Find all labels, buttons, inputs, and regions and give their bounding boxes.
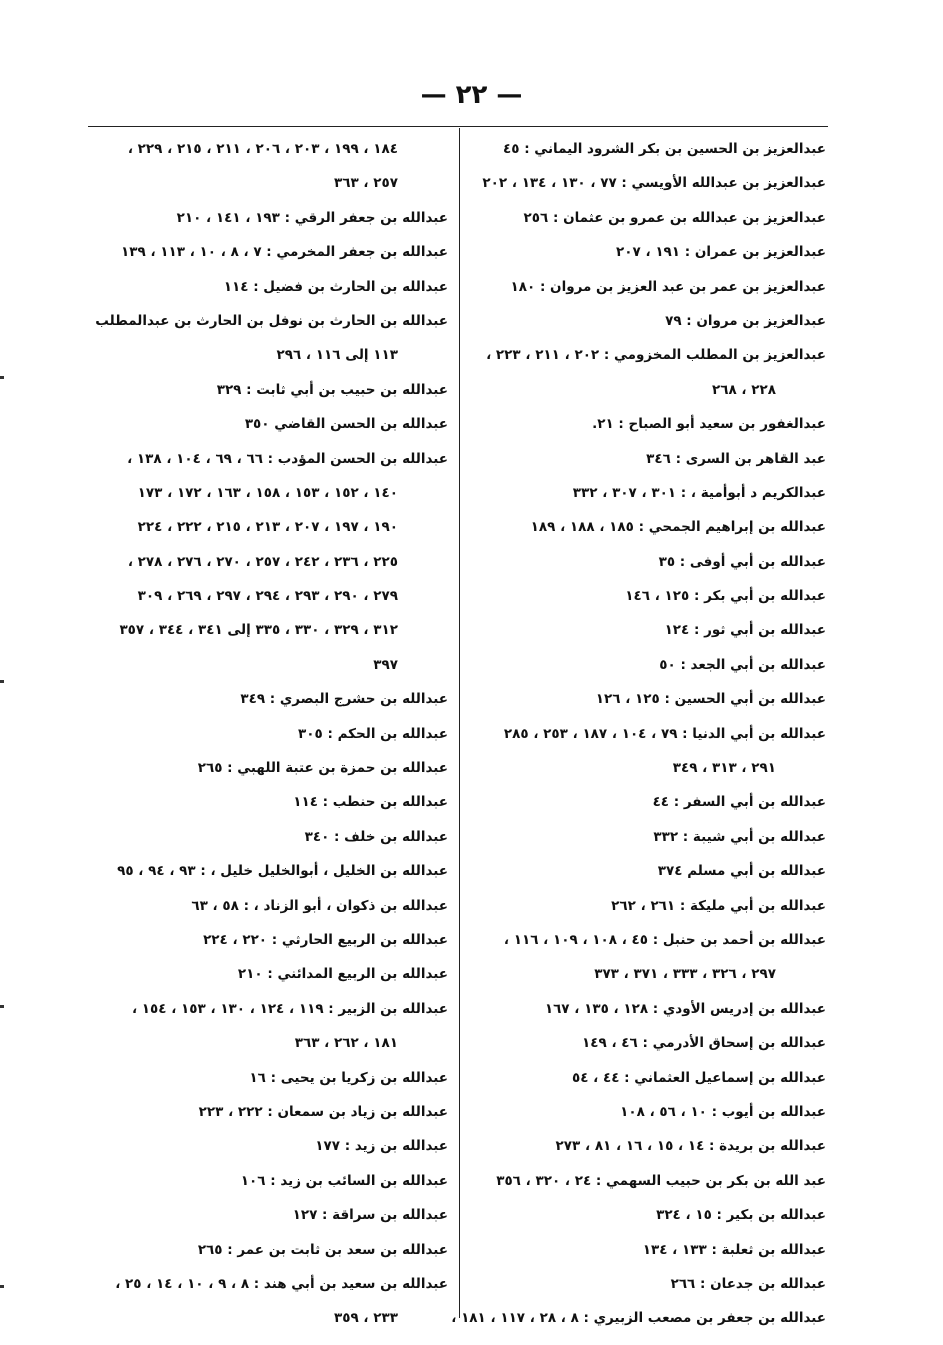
index-entry-continuation: ٢٩٧ ، ٣٢٦ ، ٣٣٣ ، ٣٧١ ، ٣٧٣ <box>594 966 776 983</box>
index-entry: عبدالله بن أحمد بن حنبل : ٤٥ ، ١٠٨ ، ١٠٩ ، ١١٦ ، <box>503 931 826 948</box>
index-column-right <box>451 132 826 1336</box>
index-entry: عبدالله بن بكير : ١٥ ، ٣٢٤ <box>656 1207 826 1224</box>
index-entry: عبدالعزيز بن مروان : ٧٩ <box>665 312 826 329</box>
index-entry: عبدالله بن جدعان : ٢٦٦ <box>670 1275 826 1292</box>
index-entry: عبدالله بن سعيد بن أبي هند : ٨ ، ٩ ، ١٠ ، ١٤ ، ٢٥ ، <box>115 1275 448 1292</box>
index-entry: عبدالله بن حبيب بن أبي ثابت : ٣٢٩ <box>216 381 448 398</box>
index-entry: عبدالله بن زياد بن سمعان : ٢٢٢ ، ٢٢٣ <box>198 1103 448 1120</box>
index-entry: عبدالله بن أبي السفر : ٤٤ <box>652 794 826 811</box>
index-entry-continuation: ٢٩١ ، ٣١٣ ، ٣٤٩ <box>672 760 776 777</box>
column-divider <box>459 128 460 1318</box>
index-entry-continuation: ١٤٠ ، ١٥٢ ، ١٥٣ ، ١٥٨ ، ١٦٣ ، ١٧٢ ، ١٧٣ <box>137 484 398 501</box>
index-entry: عبدالعزيز بن عبدالله بن عمرو بن عثمان : ٢٥٦ <box>523 209 826 226</box>
index-entry: عبدالغفور بن سعيد أبو الصباح : ٢١. <box>592 416 826 433</box>
scan-edge-mark <box>0 1005 4 1008</box>
index-entry: عبدالله بن حمزة بن عتبة اللهبي : ٢٦٥ <box>197 760 448 777</box>
index-entry: عبدالله بن سراقة : ١٢٧ <box>292 1207 448 1224</box>
index-entry-continuation: ١٨١ ، ٢٦٢ ، ٣٦٣ <box>294 1035 398 1052</box>
index-entry: عبدالله بن إبراهيم الجمحي : ١٨٥ ، ١٨٨ ، ١٨٩ <box>530 519 826 536</box>
page-number: — ٢٢ — <box>420 80 523 110</box>
index-entry: عبدالعزيز بن الحسين بن بكر الشرود اليماني : ٤٥ <box>503 141 826 157</box>
index-entry: عبد القاهر بن السرى : ٣٤٦ <box>646 450 826 467</box>
index-entry: عبدالله بن أبي الدنيا : ٧٩ ، ١٠٤ ، ١٨٧ ، ٢٥٣ ، ٢٨٥ <box>503 725 826 742</box>
index-entry-continuation: ٢٣٣ ، ٣٥٩ <box>334 1310 398 1327</box>
index-entry: عبدالله بن الزبير : ١١٩ ، ١٢٤ ، ١٣٠ ، ١٥٣ ، ١٥٤ ، <box>131 1000 448 1017</box>
index-entry-continuation: ١٩٠ ، ١٩٧ ، ٢٠٧ ، ٢١٣ ، ٢١٥ ، ٢٢٢ ، ٢٢٤ <box>137 519 398 536</box>
scan-edge-mark <box>0 1285 4 1288</box>
index-entry: عبدالله بن زكريا بن يحيى : ١٦ <box>249 1069 448 1086</box>
index-entry: عبدالله بن الحسن المؤدب : ٦٦ ، ٦٩ ، ١٠٤ ، ١٣٨ ، <box>127 450 448 467</box>
index-entry: عبدالله بن أبي ثور : ١٢٤ <box>664 622 826 639</box>
index-entry: عبدالله بن حشرج البصري : ٣٤٩ <box>240 691 448 708</box>
index-entry: عبدالعزيز بن المطلب المخزومي : ٢٠٢ ، ٢١١ ، ٢٢٣ ، <box>486 347 826 364</box>
index-entry: عبدالله بن إدريس الأودي : ١٢٨ ، ١٣٥ ، ١٦٧ <box>544 1000 826 1017</box>
index-entry-continuation: ١٨٤ ، ١٩٩ ، ٢٠٣ ، ٢٠٦ ، ٢١١ ، ٢١٥ ، ٢٢٩ ، <box>127 141 398 157</box>
index-entry: عبدالعزيز بن عمران : ١٩١ ، ٢٠٧ <box>616 244 826 261</box>
index-entry: عبدالله بن ذكوان ، أبو الزناد ، : ٥٨ ، ٦٣ <box>191 897 448 914</box>
scan-edge-mark <box>0 376 4 379</box>
index-entry: عبدالله بن أبي مسلم ٣٧٤ <box>657 863 826 880</box>
index-entry: عبدالله بن الخليل ، أبوالخليل خليل ، : ٩٣ ، ٩٤ ، ٩٥ <box>117 863 448 880</box>
index-entry: عبدالله بن جعفر المخرمي : ٧ ، ٨ ، ١٠ ، ١١٣ ، ١٣٩ <box>121 244 448 261</box>
index-entry: عبدالله بن السائب بن زيد : ١٠٦ <box>240 1172 448 1189</box>
index-entry: عبدالله بن أبي الجعد : ٥٠ <box>659 656 826 673</box>
index-entry-continuation: ٢٢٥ ، ٢٣٦ ، ٢٤٢ ، ٢٥٧ ، ٢٧٠ ، ٢٧٦ ، ٢٧٨ ، <box>127 553 398 570</box>
index-entry: عبدالله بن حنطب : ١١٤ <box>293 794 448 811</box>
index-entry: عبدالعزيز بن عبدالله الأويسي : ٧٧ ، ١٣٠ ، ١٣٤ ، ٢٠٢ <box>482 175 826 192</box>
index-entry: عبدالله بن أبي مليكة : ٢٦١ ، ٢٦٢ <box>611 897 826 914</box>
index-entry: عبدالله بن أبي الحسين : ١٢٥ ، ١٢٦ <box>595 691 826 708</box>
index-entry: عبدالله بن الحسن القاضي ٣٥٠ <box>244 416 448 433</box>
header-rule <box>88 126 828 127</box>
index-entry: عبدالله بن أبي بكر : ١٢٥ ، ١٤٦ <box>625 588 826 605</box>
index-entry: عبدالله بن إسماعيل العثماني : ٤٤ ، ٥٤ <box>571 1069 826 1086</box>
scan-edge-mark <box>0 680 4 683</box>
index-entry: عبدالله بن إسحاق الأدرمي : ٤٦ ، ١٤٩ <box>582 1035 826 1052</box>
index-entry: عبدالله بن الحارث بن نوفل بن الحارث بن عبدالمطلب <box>95 312 448 329</box>
index-column-left <box>90 132 448 1336</box>
index-entry: عبدالله بن جعفر الرقي : ١٩٣ ، ١٤١ ، ٢١٠ <box>176 209 448 226</box>
index-entry-continuation: ٣١٢ ، ٣٢٩ ، ٣٣٠ ، ٣٣٥ إلى ٣٤١ ، ٣٤٤ ، ٣٥٧ <box>119 622 398 639</box>
index-entry: عبدالله بن الحكم : ٣٠٥ <box>298 725 448 742</box>
index-entry-continuation: ٢٢٨ ، ٢٦٨ <box>712 381 776 398</box>
index-entry: عبدالله بن الربيع المدائني : ٢١٠ <box>237 966 448 983</box>
index-entry: عبدالكريم د أبوأمية ، : ٣٠١ ، ٣٠٧ ، ٣٣٢ <box>572 484 826 501</box>
index-entry: عبد الله بن بكر بن حبيب السهمي : ٢٤ ، ٣٢٠ ، ٣٥٦ <box>496 1172 826 1189</box>
index-entry: عبدالله بن أيوب : ١٠ ، ٥٦ ، ١٠٨ <box>620 1103 826 1120</box>
index-entry-continuation: ٢٧٩ ، ٢٩٠ ، ٢٩٣ ، ٢٩٤ ، ٢٩٧ ، ٢٦٩ ، ٣٠٩ <box>137 588 398 605</box>
index-entry: عبدالله بن ثعلبة : ١٣٣ ، ١٣٤ <box>642 1241 826 1258</box>
index-entry-continuation: ١١٣ إلى ١١٦ ، ٢٩٦ <box>276 347 398 364</box>
index-entry: عبدالله بن خلف : ٣٤٠ <box>304 828 448 845</box>
index-entry: عبدالعزيز بن عمر بن عبد العزيز بن مروان : ١٨٠ <box>510 278 826 295</box>
index-entry: عبدالله بن بريدة : ١٤ ، ١٥ ، ١٦ ، ٨١ ، ٢٧٣ <box>555 1138 826 1155</box>
index-entry: عبدالله بن الحارث بن فضيل : ١١٤ <box>223 278 448 295</box>
index-entry: عبدالله بن سعد بن ثابت بن عمر : ٢٦٥ <box>197 1241 448 1258</box>
index-entry: عبدالله بن زيد : ١٧٧ <box>315 1138 448 1155</box>
index-entry: عبدالله بن أبي شيبة : ٣٣٢ <box>653 828 826 845</box>
index-entry-continuation: ٢٥٧ ، ٣٦٣ <box>334 175 398 192</box>
index-entry: عبدالله بن الربيع الحارثي : ٢٢٠ ، ٢٢٤ <box>203 931 448 948</box>
index-entry: عبدالله بن جعفر بن مصعب الزبيري : ٨ ، ٢٨ ، ١١٧ ، ١٨١ ، <box>451 1310 826 1327</box>
index-entry: عبدالله بن أبي أوفى : ٣٥ <box>658 553 826 570</box>
index-entry-continuation: ٣٩٧ <box>373 656 398 673</box>
